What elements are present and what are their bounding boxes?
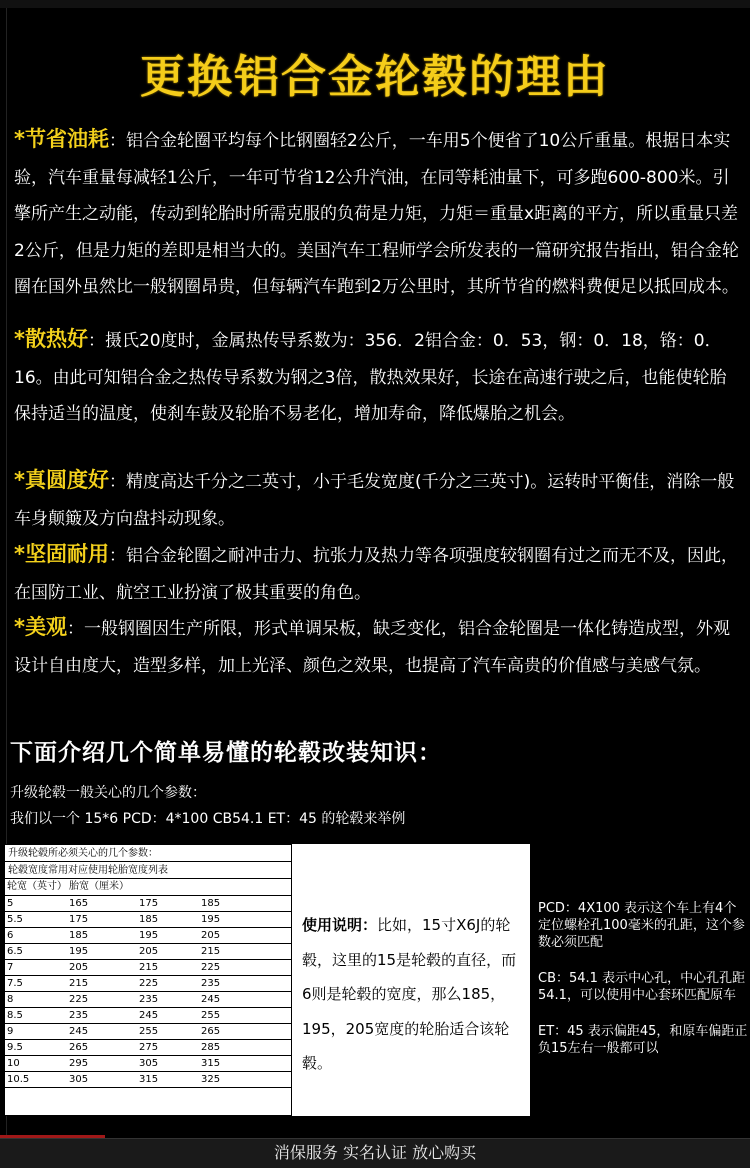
section-text: ：铝合金轮圈之耐冲击力、抗张力及热力等各项强度较钢圈有过之而无不及，因此，在国防工业、航空工业扮演了极其重要的角色。 (14, 546, 738, 603)
table-cell: 215 (137, 959, 199, 975)
table-cell: 5.5 (5, 911, 67, 927)
table-cell: 265 (67, 1039, 137, 1055)
table-row (5, 1071, 291, 1087)
section-beauty (14, 609, 740, 684)
table-cell: 185 (199, 895, 291, 911)
table-cell: 285 (199, 1039, 291, 1055)
table-cell: 205 (137, 943, 199, 959)
usage-body: 比如，15寸X6J的轮毂，这里的15是轮毂的直径，而6则是轮毂的宽度，那么185，195，205宽度的轮胎适合该轮毂。 (302, 916, 517, 1072)
side-notes (538, 900, 748, 1076)
table-cell: 7 (5, 959, 67, 975)
table-cell: 225 (137, 975, 199, 991)
table-row (5, 991, 291, 1007)
pcd-note: PCD：4X100 表示这个车上有4个定位螺栓孔100毫米的孔距，这个参数必须匹配 (538, 901, 745, 950)
table-cell: 235 (67, 1007, 137, 1023)
section-text: ：一般钢圈因生产所限，形式单调呆板，缺乏变化，铝合金轮圈是一体化铸造成型，外观设计自由度大，造型多样，加上光泽、颜色之效果，也提高了汽车高贵的价值感与美感气氛。 (14, 619, 730, 676)
col-tire-width: 胎宽（厘米） (67, 879, 137, 895)
table-cell: 10.5 (5, 1071, 67, 1087)
table-row (5, 1039, 291, 1055)
footer-bar: 消保服务 实名认证 放心购买 (0, 1138, 750, 1168)
table-cell: 265 (199, 1023, 291, 1039)
table-cell: 305 (137, 1055, 199, 1071)
usage-panel (292, 844, 530, 1116)
table-cell: 235 (137, 991, 199, 1007)
table-cell: 5 (5, 895, 67, 911)
table-cell: 185 (67, 927, 137, 943)
table-cell: 215 (67, 975, 137, 991)
table-cell: 195 (199, 911, 291, 927)
table-row (5, 927, 291, 943)
table-cell: 8 (5, 991, 67, 1007)
table-cell: 195 (137, 927, 199, 943)
section-label: *坚固耐用 (14, 542, 109, 566)
table-cell: 10 (5, 1055, 67, 1071)
table-cell: 325 (199, 1071, 291, 1087)
table-cell: 315 (199, 1055, 291, 1071)
section-label: *真圆度好 (14, 468, 109, 492)
usage-text (302, 908, 524, 1081)
table-head-2: 轮毂宽度常用对应使用轮胎宽度列表 (5, 862, 291, 879)
page-title: 更换铝合金轮毂的理由 (139, 50, 610, 103)
table-cell: 315 (137, 1071, 199, 1087)
section-roundness (14, 462, 740, 537)
section-text: ：铝合金轮圈平均每个比钢圈轻2公斤，一车用5个便省了10公斤重量。根据日本实验，汽车重量每减轻1公斤，一年可节省12公升汽油，在同等耗油量下，可多跑600-800米。引擎所产生之动能，传动到轮胎时所需克服的负荷是力矩，力矩＝重量x距离的平方，所以重量只差2公斤，但是力矩的差即是相当大的。美国汽车工程师学会所发表的一篇研究报告指出，铝合金轮圈在国外虽然比一般钢圈昂贵，但每辆汽车跑到2万公里时，其所节省的燃料费便足以抵回成本。 (14, 131, 739, 297)
table-row (5, 959, 291, 975)
table-head-1: 升级轮毂所必须关心的几个参数： (5, 845, 291, 862)
table-cell: 245 (199, 991, 291, 1007)
table-cell: 185 (137, 911, 199, 927)
section-label: *美观 (14, 615, 67, 639)
top-edge (0, 0, 750, 8)
table-row (5, 1055, 291, 1071)
table-cell: 275 (137, 1039, 199, 1055)
table-cell: 9.5 (5, 1039, 67, 1055)
params-note: 升级轮毂一般关心的几个参数： (10, 785, 206, 801)
table-cell: 195 (67, 943, 137, 959)
table-cell: 225 (199, 959, 291, 975)
sub-heading: 下面介绍几个简单易懂的轮毂改装知识： (10, 740, 442, 766)
et-note: ET：45 表示偏距45，和原车偏距正负15左右一般都可以 (538, 1024, 748, 1056)
table-cell: 175 (137, 895, 199, 911)
wheel-tire-table (4, 844, 292, 1116)
table-cell: 245 (137, 1007, 199, 1023)
table-cell: 9 (5, 1023, 67, 1039)
table-cell: 7.5 (5, 975, 67, 991)
table-cell: 235 (199, 975, 291, 991)
table-cell: 6 (5, 927, 67, 943)
table-cell: 255 (199, 1007, 291, 1023)
section-text: ：摄氏20度时，金属热传导系数为：356．2铝合金：0．53，钢：0．18，铬：0．16。由此可知铝合金之热传导系数为钢之3倍，散热效果好，长途在高速行驶之后，也能使轮胎保持适当的温度，使刹车鼓及轮胎不易老化，增加寿命，降低爆胎之机会。 (14, 331, 727, 424)
table-cell: 175 (67, 911, 137, 927)
section-fuel (14, 121, 740, 306)
section-text: ：精度高达千分之二英寸，小于毛发宽度(千分之三英寸)。运转时平衡佳，消除一般车身颠簸及方向盘抖动现象。 (14, 472, 735, 529)
table-cell: 245 (67, 1023, 137, 1039)
col-wheel-width: 轮宽（英寸） (5, 879, 67, 895)
table-row (5, 895, 291, 911)
cb-note: CB：54.1 表示中心孔，中心孔孔距54.1，可以使用中心套环匹配原车 (538, 971, 746, 1003)
table-cell: 205 (67, 959, 137, 975)
table-cell: 255 (137, 1023, 199, 1039)
table-cell: 295 (67, 1055, 137, 1071)
size-table (5, 879, 291, 1088)
section-heat (14, 321, 740, 433)
table-cell: 225 (67, 991, 137, 1007)
section-label: *节省油耗 (14, 127, 109, 151)
table-cell: 8.5 (5, 1007, 67, 1023)
example-note: 我们以一个 15*6 PCD：4*100 CB54.1 ET：45 的轮毂来举例 (10, 811, 406, 827)
table-row (5, 1007, 291, 1023)
table-header-row (5, 879, 291, 895)
table-row (5, 911, 291, 927)
table-row (5, 943, 291, 959)
section-durable (14, 536, 740, 611)
usage-label: 使用说明： (302, 916, 378, 934)
table-cell: 215 (199, 943, 291, 959)
table-cell: 205 (199, 927, 291, 943)
table-row (5, 1023, 291, 1039)
table-row (5, 975, 291, 991)
section-label: *散热好 (14, 327, 88, 351)
table-cell: 6.5 (5, 943, 67, 959)
table-cell: 305 (67, 1071, 137, 1087)
table-cell: 165 (67, 895, 137, 911)
